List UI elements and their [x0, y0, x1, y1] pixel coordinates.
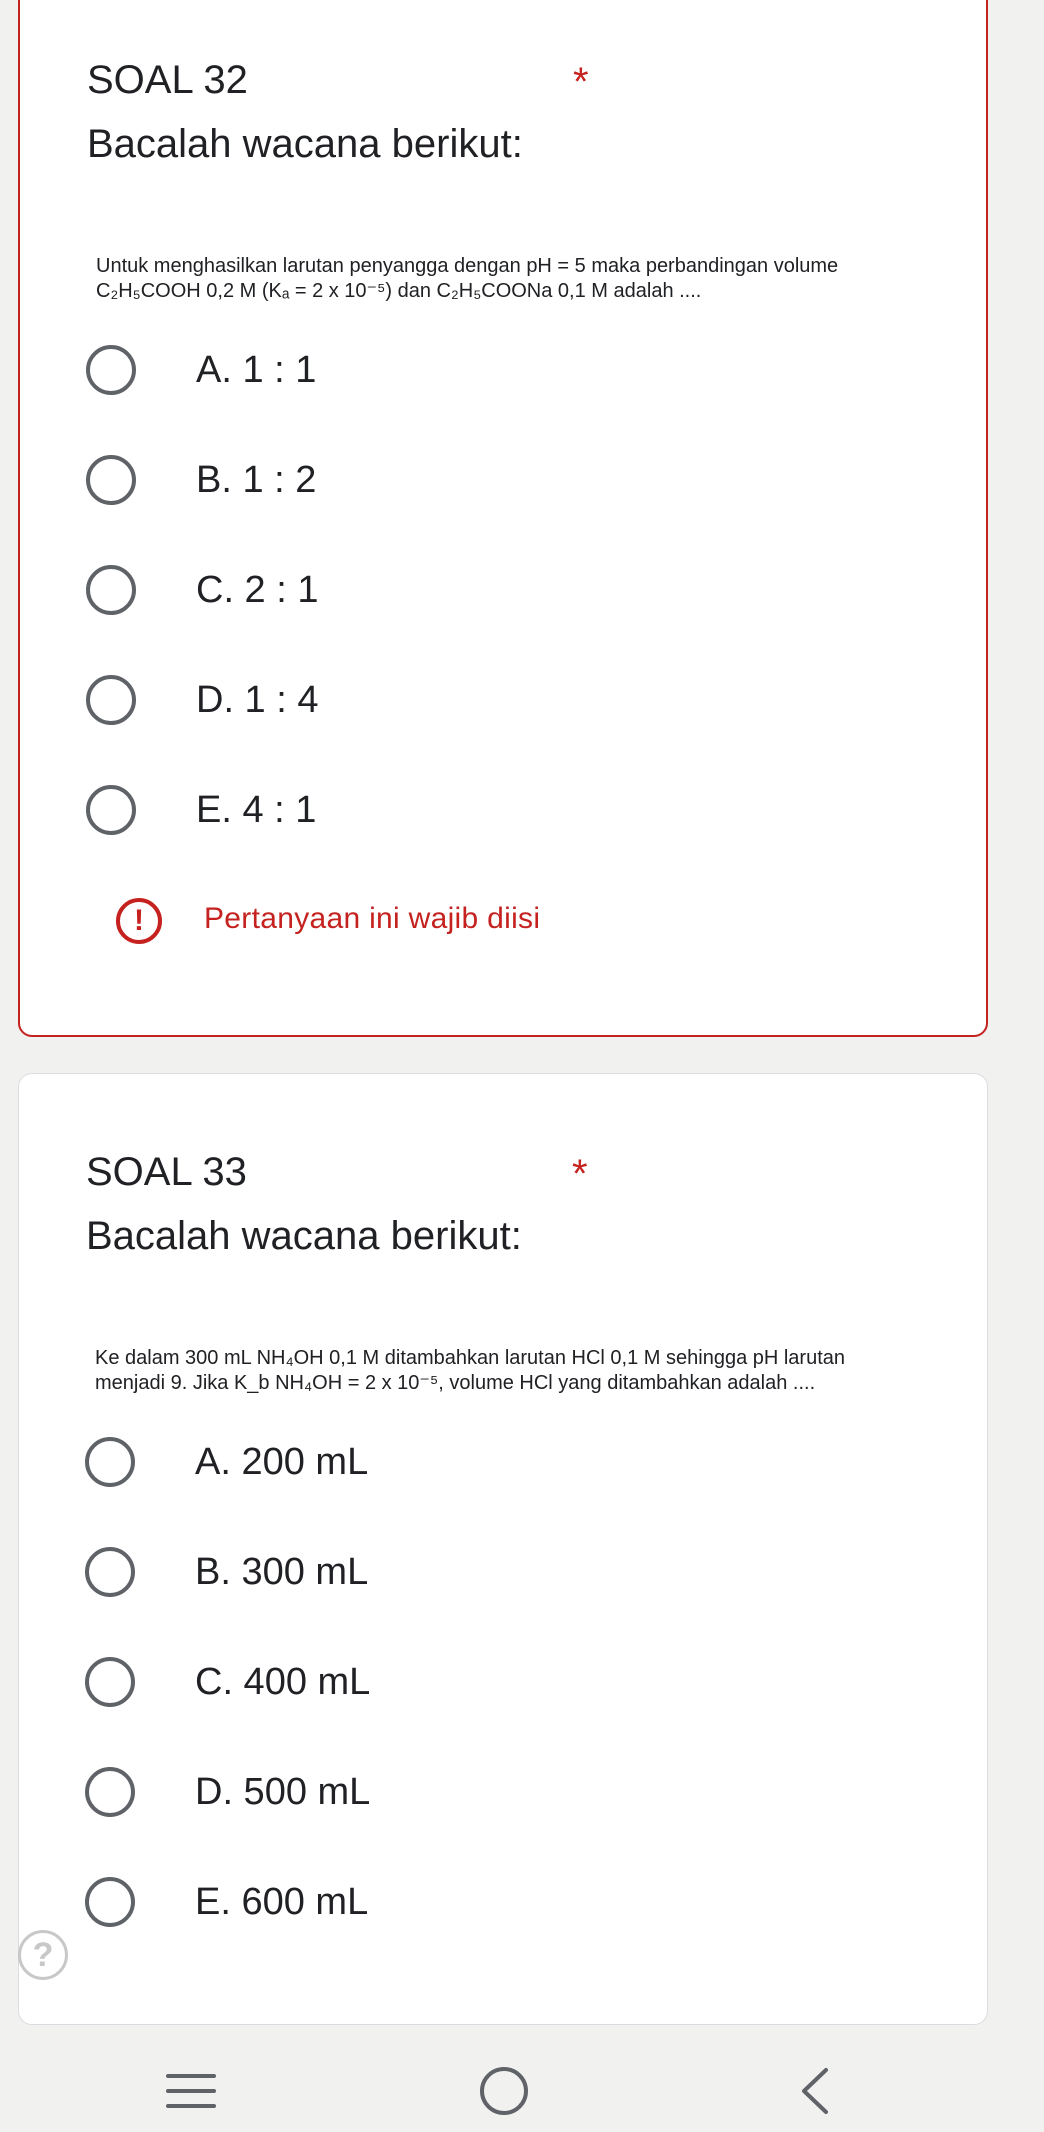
option-b[interactable]	[85, 1547, 685, 1603]
radio-unchecked-icon[interactable]	[86, 785, 136, 835]
option-label: C. 2 : 1	[196, 569, 319, 611]
option-d[interactable]	[86, 675, 686, 731]
option-label: A. 200 mL	[195, 1441, 369, 1483]
option-label: C. 400 mL	[195, 1661, 371, 1703]
option-a[interactable]	[85, 1437, 685, 1493]
option-label: B. 300 mL	[195, 1551, 369, 1593]
radio-unchecked-icon[interactable]	[85, 1547, 135, 1597]
menu-icon[interactable]	[166, 2074, 216, 2110]
radio-unchecked-icon[interactable]	[86, 455, 136, 505]
radio-unchecked-icon[interactable]	[86, 565, 136, 615]
question-description: Bacalah wacana berikut:	[86, 1214, 522, 1258]
passage-line: C₂H₅COOH 0,2 M (Kₐ = 2 x 10⁻⁵) dan C₂H₅COONa 0,1 M adalah ....	[96, 280, 702, 302]
passage-text	[96, 254, 942, 304]
option-a[interactable]	[86, 345, 686, 401]
help-icon[interactable]: ?	[18, 1930, 68, 1980]
radio-unchecked-icon[interactable]	[85, 1657, 135, 1707]
passage-line: Ke dalam 300 mL NH₄OH 0,1 M ditambahkan larutan HCl 0,1 M sehingga pH larutan	[95, 1347, 846, 1369]
radio-unchecked-icon[interactable]	[85, 1767, 135, 1817]
radio-unchecked-icon[interactable]	[86, 675, 136, 725]
question-title: SOAL 33	[86, 1150, 247, 1194]
question-description: Bacalah wacana berikut:	[87, 122, 523, 166]
back-icon[interactable]	[796, 2066, 836, 2116]
option-label: E. 4 : 1	[196, 789, 317, 831]
passage-text	[95, 1346, 941, 1396]
question-card-33	[18, 1073, 988, 2025]
radio-unchecked-icon[interactable]	[86, 345, 136, 395]
option-label: D. 500 mL	[195, 1771, 371, 1813]
option-c[interactable]	[86, 565, 686, 621]
option-c[interactable]	[85, 1657, 685, 1713]
option-label: A. 1 : 1	[196, 349, 317, 391]
system-navigation-bar	[0, 2040, 1044, 2132]
question-card-32	[18, 0, 988, 1037]
option-label: B. 1 : 2	[196, 459, 317, 501]
required-asterisk: *	[572, 1152, 588, 1196]
passage-line: Untuk menghasilkan larutan penyangga dengan pH = 5 maka perbandingan volume	[96, 255, 839, 277]
option-b[interactable]	[86, 455, 686, 511]
passage-line: menjadi 9. Jika K_b NH₄OH = 2 x 10⁻⁵, volume HCl yang ditambahkan adalah ....	[95, 1372, 816, 1394]
radio-unchecked-icon[interactable]	[85, 1437, 135, 1487]
option-label: E. 600 mL	[195, 1881, 369, 1923]
option-e[interactable]	[85, 1877, 685, 1933]
error-message: Pertanyaan ini wajib diisi	[204, 902, 541, 935]
radio-unchecked-icon[interactable]	[85, 1877, 135, 1927]
option-label: D. 1 : 4	[196, 679, 319, 721]
option-d[interactable]	[85, 1767, 685, 1823]
home-icon[interactable]	[480, 2067, 528, 2115]
required-error	[96, 898, 696, 948]
required-asterisk: *	[573, 60, 589, 104]
question-title: SOAL 32	[87, 58, 248, 102]
error-icon: !	[116, 898, 162, 944]
option-e[interactable]	[86, 785, 686, 841]
